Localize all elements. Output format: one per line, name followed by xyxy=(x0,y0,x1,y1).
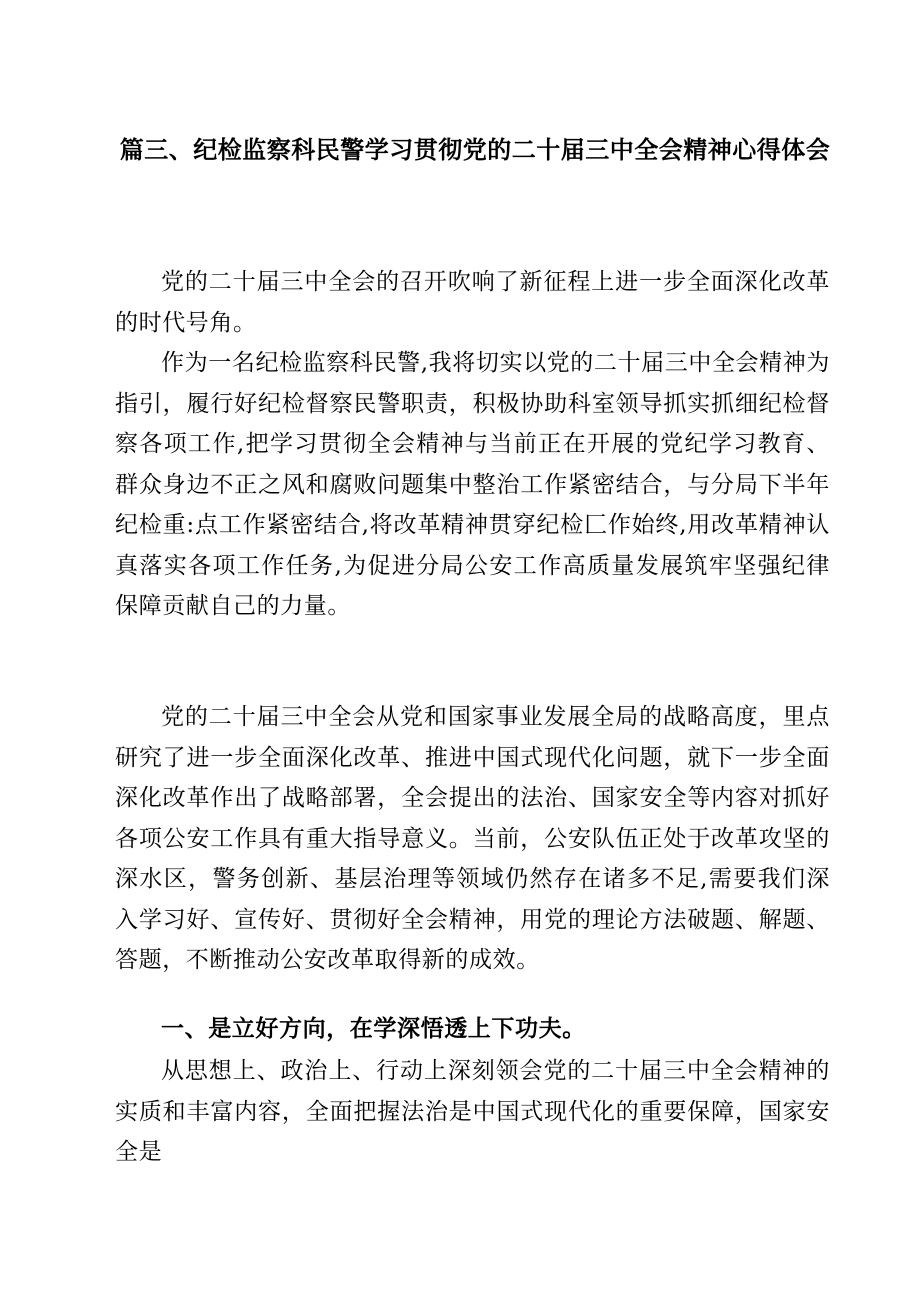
section-heading-1: 一、是立好方向，在学深悟透上下功夫。 xyxy=(161,1015,586,1042)
paragraph-4: 从思想上、政治上、行动上深刻领会党的二十届三中全会精神的实质和丰富内容，全面把握法治是中国式现代化的重要保障，国家安全是 xyxy=(115,1058,830,1165)
paragraph-3: 党的二十届三中全会从党和国家事业发展全局的战略高度，里点研究了进一步全面深化改革、推进中国式现代化问题，就下一步全面深化改革作出了战略部署，全会提出的法治、国家安全等内容对抓好各项公安工作具有重大指导意义。当前，公安队伍正处于改革攻坚的深水区，警务创新、基层治理等领域仍然存在诸多不足,需要我们深入学习好、宣传好、贯彻好全会精神，用党的理论方法破题、解题、答题，不断推动公安改革取得新的成效。 xyxy=(115,704,830,973)
document-title: 篇三、纪检监察科民警学习贯彻党的二十届三中全会精神心得体会 xyxy=(119,135,831,164)
paragraph-1: 党的二十届三中全会的召开吹响了新征程上进一步全面深化改革的时代号角。 xyxy=(115,269,830,336)
paragraph-2: 作为一名纪检监察科民警,我将切实以党的二十届三中全会精神为指引，履行好纪检督察民警职责，积极协助科室领导抓实抓细纪检督察各项工作,把学习贯彻全会精神与当前正在开展的党纪学习教育、群众身边不正之风和腐败问题集中整治工作紧密结合，与分局下半年纪检重:点工作紧密结合,将改革精神贯穿纪检匚作始终,用改革精神认真落实各项工作任务,为促进分局公安工作高质量发展筑牢坚强纪律保障贡献自己的力量。 xyxy=(115,350,830,619)
